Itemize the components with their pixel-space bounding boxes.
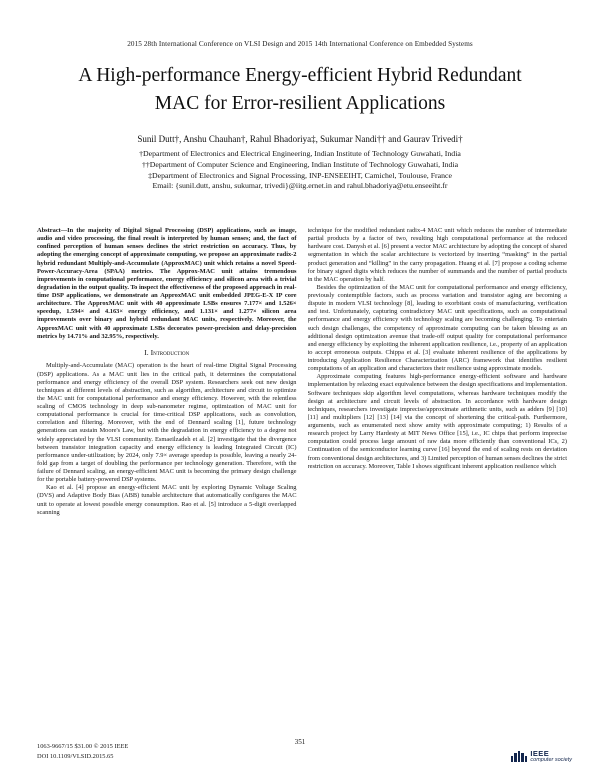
ieee-computer-society-logo [511,750,572,764]
email-line: Email: {sunil.dutt, anshu, sukumar, trivedi}@iitg.ernet.in and rahul.bhadoriya@etu.enseeiht.fr [152,181,448,191]
affiliation-line-2: ††Department of Computer Science and Engineering, Indian Institute of Technology Guwahati, India [141,159,459,169]
intro-paragraph-2: Kao et al. [4] propose an energy-efficient MAC unit by exploring Dynamic Voltage Scaling (DVS) and Adaptive Body Bias (ABB) tunable architecture that automatically configures the MAC unit to operate at lowest possible energy consumption. Rao et al. [5] introduce a 5-digit overlapped scanning [37,484,297,516]
abstract-paragraph: Abstract—In the majority of Digital Signal Processing (DSP) applications, such as image, audio and video processing, the final result is interpreted by human senses; and, the fact of confined perception of human senses declines the strict restriction on accuracy. Thus, by adopting the emerging concept of approximate computing, we propose an approximate radix-2 hybrid redundant Multiply-and-Accumulate (ApproxMAC) unit which retains a novel Speed-Power-Accuracy-Area (SPAA) metrics. The Approx-MAC unit attains tremendous improvements in computational performance, energy efficiency and silicon area with a trivial degradation in the output quality. To inspect the effectiveness of the proposed approach in real-time DSP applications, we demonstrate an ApproxMAC unit embedded JPEG-E-X IP core architecture. The ApproxMAC unit with 40 approximate LSBs ensures 7.177× and 1.526× speedup, 1.594× and 4.163× energy efficiency, and 1.131× and 1.277× silicon area improvements over binary and hybrid redundant MAC units, respectively. Moreover, the ApproxMAC unit with 40 approximate LSBs decorates power-precision and delay-precision metrics by 14.71% and 32.95%, respectively. [37,227,297,340]
right-paragraph-1: technique for the modified redundant radix-4 MAC unit which reduces the number of intermediate partial products by a factor of two, resulting high computational performance at the reduced hardware cost. Danysh et al. [6] present a vector MAC architecture by adopting the concept of shared segmentation in which the scalar architecture is vectorized by inserting “masking” in the partial product generation and “killing” in the carry propagation. Huang et al. [7] propose a coding scheme for binary signed digits which reduces the number of summands and the number of partial products in the MAC operation by half. [307,227,567,283]
right-paragraph-3: Approximate computing features high-performance energy-efficient software and hardware implementation by relaxing exact equivalence between the design specifications and implementation. Software techniques skip algorithm level computations, whereas hardware techniques modify the design at architecture and circuit levels of abstraction. In accordance with hardware design techniques, researchers investigate imprecise/approximate arithmetic units, such as adders [9] [10] [11] and multipliers [12] [13] [14] via the concept of shortening the critical-path. Furthermore, arguments, such as enumerated next show amity with approximate computing; 1) Results of a research project by Larry Hardesty at MIT News Office [15], i.e., IC chips that perform imprecise computation could process large amount of raw data more efficiently than conventional ICs, 2) Continuation of the semiconductor learning curve [16] beyond the end of scaling rests on deviation from conventional design architectures, and 3) Limited perception of human senses declines the strict restriction on accuracy. Moreover, Table I shows significant inherent application resilience which [307,373,567,470]
footer-doi-line: DOI 10.1109/VLSID.2015.65 [37,752,114,760]
ieee-logo-ieee: IEEE [530,749,550,759]
affiliations-block [40,149,560,192]
page-number: 351 [294,738,306,746]
affiliation-line-3: ‡Department of Electronics and Signal Processing, INP-ENSEEIHT, Camichel, Toulouse, France [148,170,452,180]
right-paragraph-2: Besides the optimization of the MAC unit for computational performance and energy efficiency, previously contemptible factors, such as process variation and transistor aging are becoming a dispute in modern VLSI technology [8], leading to exorbitant costs of manufacturing, verification and test. Unfortunately, capturing contradictory MAC unit specifications, such as computational performance and energy efficiency with technology scaling are becoming challenging. To entertain such design challenges, the competency of approximate computing can be taken blessing as an additional design optimization avenue that trade-off output quality for computational performance and energy efficiency by exploiting the inherent application resilience, i.e., property of an application to accept erroneous outputs. Chippa et al. [3] evaluate inherent resilience of the applications by introducing Application Resilience Characterization (ARC) framework that identifies resilient computations of an application and characterizes their resilience using approximate models. [307,283,567,373]
intro-paragraph-1: Multiply-and-Accumulate (MAC) operation is the heart of real-time Digital Signal Processing (DSP) applications. As a MAC unit lies in the critical path, it determines the computational performance and energy efficiency of the overall DSP system. Researchers seek out new design techniques at different levels of abstraction, such as algorithm, architecture and circuit to optimize the MAC unit for computational performance and energy efficiency. However, with the relentless scaling of CMOS technology in deep sub-nanometer regime, optimization of MAC unit for computational performance is crucial for time-critical DSP applications, such as convolution, correlation and filtering. Moreover, with the end of Dennard scaling [1], future technology generations can sustain Moore's Law, but with the degradation in energy efficiency to a degree not widely appreciated by the VLSI community. Esmaeilzadeh et al. [2] investigate that the divergence between transistor integration capacity and energy efficiency is leading Integrated Circuit (IC) performance under-utilization; by 2024, only 7.9× average speedup is possible, leaving a nearly 24-fold gap from a target of doubling the performance per technology generation. Therefore, with the failure of Dennard scaling, an energy-efficient MAC unit is becoming the primary design challenge for the portable battery-powered DSP systems. [37,362,297,484]
ieee-logo-text [530,750,572,764]
section-heading-introduction: I. Introduction [144,347,190,357]
ieee-flag-icon [511,751,528,762]
affiliation-line-1: †Department of Electronics and Electrical Engineering, Indian Institute of Technology Guwahati, India [139,149,461,158]
footer-issn-line: 1063-9667/15 $31.00 © 2015 IEEE [37,743,129,751]
ieee-logo-society: computer society [530,757,572,764]
conference-header: 2015 28th International Conference on VLSI Design and 2015 14th International Conference on Embedded Systems [127,40,473,48]
left-column [37,227,297,730]
authors-line: Sunil Dutt†, Anshu Chauhan†, Rahul Bhadoriya‡, Sukumar Nandi†† and Gaurav Trivedi† [137,134,463,144]
right-column [308,227,568,730]
two-column-body [37,227,567,730]
paper-title: A High-performance Energy-efficient Hybrid Redundant MAC for Error-resilient Applications [78,65,522,114]
